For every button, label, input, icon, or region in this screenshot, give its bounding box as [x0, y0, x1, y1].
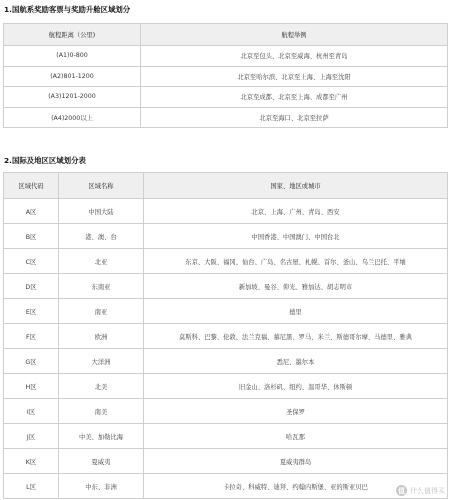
watermark-text: 什么值得买	[410, 486, 445, 495]
column-header: 区域名称	[59, 173, 144, 199]
cities-cell: 中国香港、中国澳门、中国台北	[144, 224, 448, 249]
distance-cell: (A4)2000以上	[4, 107, 141, 128]
region-name-cell: 大洋洲	[59, 349, 144, 374]
table-row	[4, 324, 448, 349]
region-code-cell: I区	[4, 399, 59, 424]
region-name-cell: 北亚	[59, 249, 144, 274]
watermark	[396, 485, 445, 496]
cities-cell: 德里	[144, 299, 448, 324]
watermark-logo-icon: 值	[398, 486, 405, 495]
region-code-cell: G区	[4, 349, 59, 374]
cities-cell: 东京、大阪、福冈、仙台、广岛、名古屋、札幌、首尔、釜山、乌兰巴托、平壤	[144, 249, 448, 274]
table-row	[4, 399, 448, 424]
cities-cell: 卡拉奇、科威特、迪拜、约翰内斯堡、亚的斯亚贝巴	[144, 474, 448, 499]
region-code-cell: K区	[4, 449, 59, 474]
region-name-cell: 东南亚	[59, 274, 144, 299]
table-row	[4, 46, 448, 67]
cities-cell: 莫斯科、巴黎、伦敦、法兰克福、慕尼黑、罗马、米兰、斯德哥尔摩、马德里、雅典	[144, 324, 448, 349]
cities-cell: 北京、上海、广州、青岛、西安	[144, 199, 448, 224]
section-2-title: 2.国际及地区区域划分表	[4, 156, 86, 165]
route-example-cell: 北京至成都、北京至上海、成都至广州	[141, 87, 448, 108]
cities-cell: 夏威夷群岛	[144, 449, 448, 474]
region-name-cell: 南美	[59, 399, 144, 424]
column-header: 航程距离（公里)	[4, 24, 141, 46]
table-row	[4, 224, 448, 249]
table-row	[4, 374, 448, 399]
award-ticket-distance-table	[3, 23, 448, 128]
table-row	[4, 249, 448, 274]
table-row	[4, 274, 448, 299]
table-row	[4, 349, 448, 374]
region-code-cell: D区	[4, 274, 59, 299]
region-division-table	[3, 172, 448, 499]
region-code-cell: E区	[4, 299, 59, 324]
section-1-title: 1.国航系奖励客票与奖励升舱区域划分	[4, 5, 131, 14]
column-header: 航程举例	[141, 24, 448, 46]
table-row	[4, 449, 448, 474]
region-code-cell: B区	[4, 224, 59, 249]
route-example-cell: 北京至哈尔滨、北京至上海、上海至沈阳	[141, 66, 448, 87]
table-row	[4, 87, 448, 108]
cities-cell: 新加坡、曼谷、仰光、雅加达、胡志明市	[144, 274, 448, 299]
cities-cell: 哈瓦那	[144, 424, 448, 449]
region-code-cell: A区	[4, 199, 59, 224]
route-example-cell: 北京至包头、北京至威海、杭州至青岛	[141, 46, 448, 67]
region-name-cell: 欧洲	[59, 324, 144, 349]
distance-cell: (A2)801-1200	[4, 66, 141, 87]
region-name-cell: 港、澳、台	[59, 224, 144, 249]
region-name-cell: 夏威夷	[59, 449, 144, 474]
region-code-cell: F区	[4, 324, 59, 349]
table-row	[4, 424, 448, 449]
distance-cell: (A1)0-800	[4, 46, 141, 67]
table-row	[4, 299, 448, 324]
table-row	[4, 107, 448, 128]
region-code-cell: C区	[4, 249, 59, 274]
table-row	[4, 474, 448, 499]
cities-cell: 圣保罗	[144, 399, 448, 424]
cities-cell: 旧金山、洛杉矶、纽约、温哥华、休斯顿	[144, 374, 448, 399]
cities-cell: 悉尼、墨尔本	[144, 349, 448, 374]
column-header: 区域代码	[4, 173, 59, 199]
table-header-row	[4, 24, 448, 46]
table-row	[4, 199, 448, 224]
region-name-cell: 中东、非洲	[59, 474, 144, 499]
region-name-cell: 中美、加勒比海	[59, 424, 144, 449]
route-example-cell: 北京至海口、北京至拉萨	[141, 107, 448, 128]
region-code-cell: L区	[4, 474, 59, 499]
region-name-cell: 北美	[59, 374, 144, 399]
column-header: 国家、地区或城市	[144, 173, 448, 199]
region-name-cell: 南亚	[59, 299, 144, 324]
region-name-cell: 中国大陆	[59, 199, 144, 224]
region-code-cell: H区	[4, 374, 59, 399]
region-code-cell: J区	[4, 424, 59, 449]
table-header-row	[4, 173, 448, 199]
distance-cell: (A3)1201-2000	[4, 87, 141, 108]
table-row	[4, 66, 448, 87]
